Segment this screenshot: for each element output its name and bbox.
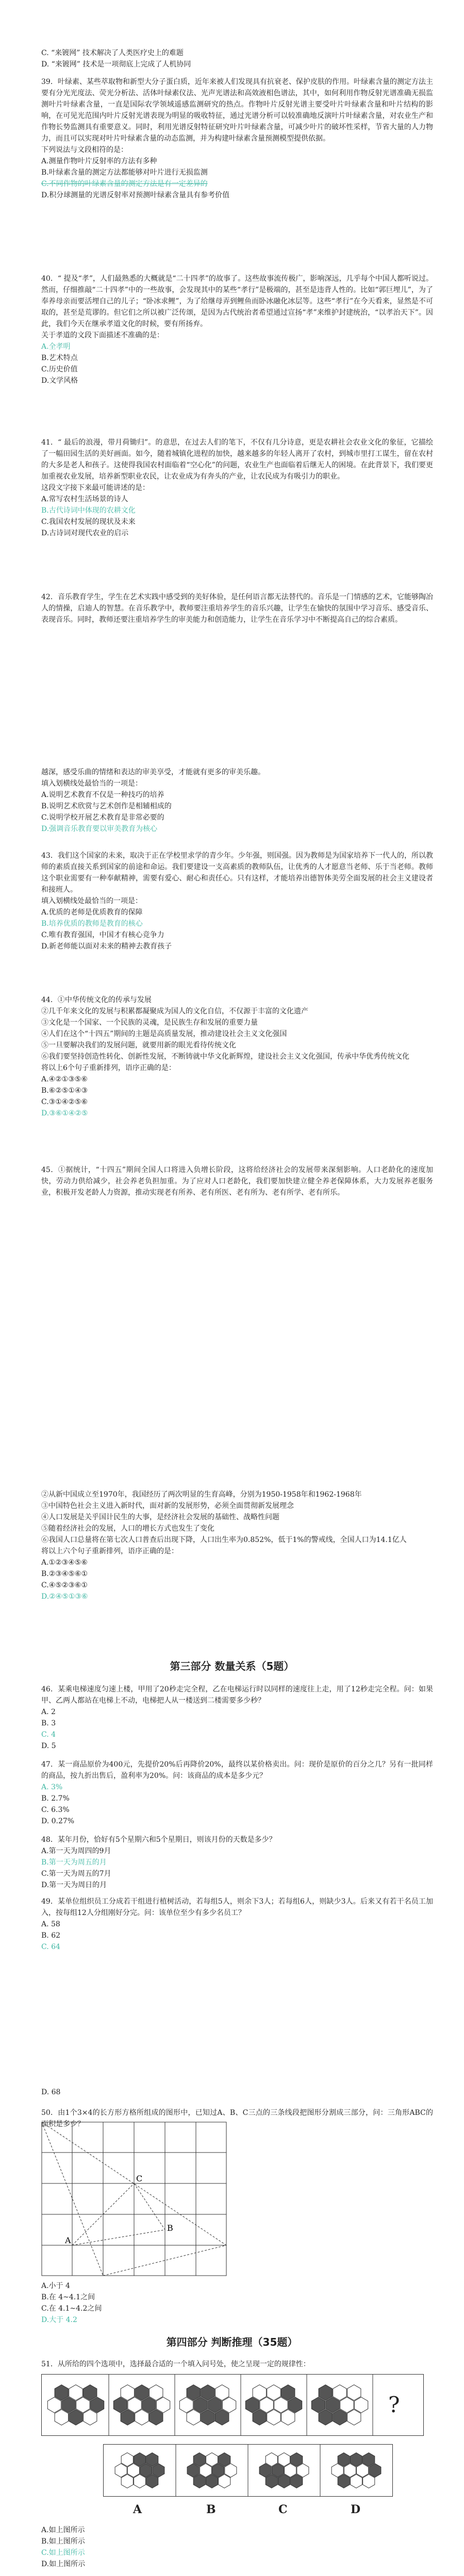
hex-cell — [311, 2397, 325, 2413]
hex-cell — [121, 2475, 133, 2488]
hex-cell — [187, 2385, 200, 2400]
question-stem: 48．某年月份，恰好有5个星期六和5个星期日，则该月份的天数是多少？ — [41, 1836, 276, 1844]
option[interactable]: B.说明艺术欣赏与艺术创作是相辅相成的 — [41, 802, 172, 810]
hex-cell — [193, 2453, 205, 2467]
option[interactable]: A. 58 — [41, 1920, 60, 1928]
hex-cell — [340, 2397, 354, 2413]
question-stem-tail: 越深，感受乐曲的情绪和表达的审美享受，才能就有更多的审美乐趣。 — [41, 768, 265, 776]
question-prompt: 关于孝道的文段下面描述不准确的是： — [41, 331, 164, 340]
option[interactable]: B.培养优质的教师是教育的核心 — [41, 920, 143, 928]
hex-cell — [194, 2397, 207, 2413]
option[interactable]: D.强调音乐教育要以审美教育为核心 — [41, 825, 158, 833]
question-39 — [41, 76, 433, 201]
hex-cell — [146, 2453, 158, 2467]
hex-cell — [347, 2410, 361, 2425]
choices-svg — [104, 2445, 392, 2496]
hex-cell — [326, 2397, 339, 2413]
statement: ③中国特色社会主义进入新时代，面对新的发展形势，必须全面贯彻新发展理念 — [41, 1502, 294, 1510]
hex-cell — [187, 2464, 199, 2478]
option[interactable]: D.大于 4.2 — [41, 2316, 77, 2324]
option[interactable]: B. 3 — [41, 1719, 56, 1727]
option[interactable]: A.④②①③⑤⑥ — [41, 1075, 88, 1083]
option[interactable]: D. “来镀网” 技术是一项彻底上完成了人机协同 — [41, 60, 191, 69]
question-44 — [41, 994, 433, 1119]
figure-choices — [103, 2444, 393, 2497]
option[interactable]: A.①②③④⑤⑥ — [41, 1558, 88, 1567]
hex-cell — [351, 2453, 362, 2467]
option[interactable]: A.常写农村生活场景的诗人 — [41, 495, 128, 503]
question-prompt: 将以上6个句子重新排列，语序正确的是： — [41, 1064, 176, 1072]
option[interactable]: C.④⑤②③⑥① — [41, 1581, 88, 1589]
hex-cell — [281, 2410, 295, 2425]
choice-label-c[interactable]: C — [278, 2503, 288, 2516]
hex-cell — [135, 2410, 148, 2425]
hex-cell — [201, 2385, 214, 2400]
hex-cell — [134, 2453, 146, 2467]
question-prompt: 下列说法与文段相符的是： — [41, 146, 128, 154]
hex-cell — [216, 2410, 229, 2425]
statement: ④人们在这个“十四五”期间的主题是高质量发展，推动建设社会主义文化强国 — [41, 1030, 287, 1038]
question-41 — [41, 437, 433, 539]
hex-cell — [121, 2453, 133, 2467]
sequence-figure-4 — [245, 2385, 302, 2425]
hex-cell — [76, 2397, 90, 2413]
hex-cell — [179, 2397, 193, 2413]
hex-cell — [266, 2475, 277, 2488]
hex-cell — [156, 2397, 170, 2413]
sequence-figure-1 — [47, 2385, 104, 2425]
hex-cell — [297, 2464, 309, 2478]
hex-cell — [278, 2475, 290, 2488]
hex-cell — [84, 2385, 97, 2400]
question-43 — [41, 850, 433, 952]
hex-cell — [135, 2385, 148, 2400]
question-stem: 42．音乐教育学生，学生在艺术实践中感受到的美好体验，是任何语言都无法替代的。音乐是一门情感的艺术，它能够陶冶人的情操，启迪人的智慧。在音乐教学中，教师要注重培养学生的音乐兴趣，让学生在愉快的氛围中学习音乐、感受音乐、表现音乐。同时，教师还要注重培养学生的审美能力和创造能力，让学生在音乐学习中不断提高自己的综合素质。 — [41, 593, 433, 624]
hex-cell — [285, 2464, 296, 2478]
hex-cell — [150, 2385, 163, 2400]
hex-cell — [344, 2464, 356, 2478]
question-42 — [41, 591, 433, 625]
question-mark: ? — [388, 2392, 400, 2417]
question-stem: 49．某单位组织员工分成若干组进行植树活动，若每组5人，则余下3人；若每组6人，则缺少3人。后来又有若干名员工加入，按每组12人分组刚好分完。问：该单位至少有多少名员工？ — [41, 1897, 433, 1917]
option[interactable]: D. 68 — [41, 2088, 61, 2096]
hex-cell — [222, 2397, 236, 2413]
hex-cell — [146, 2475, 158, 2488]
hex-cell — [267, 2410, 280, 2425]
statement: ⑥我国人口总量将在第七次人口普查后出现下降，人口出生率为0.852%，低于1%的警戒线，全国人口为14.1亿人 — [41, 1536, 407, 1544]
question-stem: 50．由1个3×4的长方形方格所组成的图形中，已知过A、B、C三点的三条线段把图形分割成三部分，问：三角形ABC的面积是多少？ — [41, 2109, 433, 2128]
option[interactable]: C.第一天为周五的7月 — [41, 1870, 111, 1878]
point-label-a: A — [65, 2235, 71, 2245]
question-51 — [41, 2359, 433, 2370]
statement: ②从新中国成立至1970年，我国经历了两次明显的生育高峰，分别为1950-1958年和1962-1968年 — [41, 1490, 362, 1499]
hex-cell — [127, 2464, 139, 2478]
option[interactable]: D.文学风格 — [41, 377, 78, 385]
option[interactable]: D.积分球测量的光谱反射率对预测叶绿素含量具有参考价值 — [41, 191, 230, 199]
option[interactable]: C.如上图所示 — [41, 2549, 85, 2557]
sequence-figure-3 — [179, 2385, 236, 2425]
option[interactable]: B. 2.7% — [41, 1794, 70, 1803]
point-label-b: B — [167, 2223, 173, 2233]
hex-cell — [62, 2397, 75, 2413]
question-stem: 46．某乘电梯速度匀速上楼，甲用了20秒走完全程，乙在电梯运行时以同样的速度往上走，用了12秒走完全程。问：如果甲、乙两人都站在电梯上不动，电梯把人从一楼送到二楼需要多少秒？ — [41, 1685, 433, 1705]
option[interactable]: B.⑥②⑤①④③ — [41, 1087, 88, 1095]
option[interactable]: A.说明艺术教育不仅是一种技巧的培养 — [41, 791, 164, 799]
hex-cell — [134, 2475, 146, 2488]
option[interactable]: C. 4 — [41, 1731, 56, 1739]
hex-cell — [333, 2410, 346, 2425]
question-50-options — [41, 2280, 433, 2326]
option[interactable]: C. “来镀网” 技术解决了人类医疗史上的难题 — [41, 49, 184, 57]
option[interactable]: D.②④⑤①③⑥ — [41, 1592, 88, 1601]
hex-cell — [115, 2464, 127, 2478]
sequence-figure-5 — [311, 2385, 368, 2425]
hex-cell — [363, 2453, 375, 2467]
option[interactable]: B.②③④⑤⑥① — [41, 1570, 88, 1578]
question-stem: 47．某一商品原价为400元，先提价20%后再降价20%，最终以某价格卖出。问：现价是原价的百分之几？另有一批同样的商品，按九折出售后，盈利率为20%。问：该商品的成本是多少元？ — [41, 1760, 433, 1780]
option[interactable]: B.第一天为周五的月 — [41, 1858, 107, 1867]
option[interactable]: A. 2 — [41, 1708, 56, 1716]
option[interactable]: D.古诗词对现代农业的启示 — [41, 529, 129, 537]
question-47 — [41, 1759, 433, 1827]
question-stem: 40．“ 提及“孝”，人们最熟悉的大概就是“二十四孝”的故事了。这些故事流传极广，影响深远，几乎每个中国人都听说过。然而，仔细推敲“二十四孝”中的一些故事，会发现其中的某些“孝行”是极端的，甚至是违背人性的。比如“郭巨埋儿”，为了奉养母亲而要活埋自己的儿子；“卧冰求鲤”，为了给继母弄到鲤鱼而卧冰融化冰层等。这些“孝行”在今天看来，显然是不可取的，甚至是荒谬的。但它们之所以被广泛传颂，是因为古代统治者希望通过宣扬“孝”来维护封建统治，“以孝治天下”。因此，我们今天在继承孝道文化的时候，要有所扬弃。 — [41, 275, 433, 328]
hex-cell — [193, 2475, 205, 2488]
sequence-figure-2 — [113, 2385, 170, 2425]
hex-cell — [363, 2475, 375, 2488]
hex-cell — [55, 2410, 68, 2425]
option[interactable]: B.在 4~4.1之间 — [41, 2293, 95, 2301]
option[interactable]: C.不同作物的叶绿素含量的测定方法是有一定差异的 — [41, 180, 208, 188]
section-title-part4: 第四部分 判断推理（35题） — [166, 2336, 298, 2348]
hex-cell — [121, 2385, 134, 2400]
hex-cell — [354, 2397, 368, 2413]
option[interactable]: B. 62 — [41, 1931, 61, 1940]
choice-figure-1 — [115, 2453, 164, 2488]
option[interactable]: A.小于 4 — [41, 2282, 70, 2290]
option[interactable]: C.说明学校开展艺术教育是非常必要的 — [41, 814, 164, 822]
choice-figure-2 — [187, 2453, 237, 2488]
hex-cell — [259, 2464, 271, 2478]
hex-cell — [272, 2464, 284, 2478]
hex-cell — [201, 2410, 214, 2425]
hex-cell — [206, 2453, 218, 2467]
hex-cell — [369, 2464, 381, 2478]
option[interactable]: C.我国农村发展的现状及未来 — [41, 518, 136, 526]
hex-cell — [69, 2410, 82, 2425]
question-stem: 44．①中华传统文化的传承与发展 — [41, 996, 152, 1004]
hex-cell — [347, 2385, 361, 2400]
hex-cell — [351, 2475, 362, 2488]
statement: ③文化是一个国家、一个民族的灵魂，是民族生存和发展的重要力量 — [41, 1019, 258, 1027]
question-40 — [41, 273, 433, 386]
hex-cell — [274, 2397, 288, 2413]
hex-cell — [206, 2475, 218, 2488]
question-48 — [41, 1834, 433, 1891]
question-prompt: 将以上六个句子重新排列，语序正确的是： — [41, 1547, 178, 1555]
hex-cell — [128, 2397, 141, 2413]
option[interactable]: C. 64 — [41, 1943, 60, 1951]
option[interactable]: B.古代诗词中体现的农耕文化 — [41, 506, 136, 515]
hex-cell — [200, 2464, 211, 2478]
statement: ⑥我们要坚持创造性转化、创新性发展，不断铸就中华文化新辉煌，建设社会主义文化强国，传承中华优秀传统文化 — [41, 1053, 409, 1061]
option[interactable]: D. 0.27% — [41, 1817, 75, 1825]
question-stem: 51．从所给的四个选项中，选择最合适的一个填入问号处，使之呈现一定的规律性： — [41, 2360, 310, 2368]
hex-cell — [140, 2464, 152, 2478]
option[interactable]: D.③⑥①④②⑤ — [41, 1109, 88, 1117]
question-51-options — [41, 2524, 433, 2570]
question-49-continued — [41, 2087, 433, 2098]
question-prompt: 填入划横线处最恰当的一项是： — [41, 897, 142, 905]
hex-cell — [216, 2385, 229, 2400]
hex-cell — [333, 2385, 346, 2400]
hex-cell — [338, 2453, 350, 2467]
section-title-part3: 第三部分 数量关系（5题） — [170, 1660, 294, 1672]
option[interactable]: B.艺术特点 — [41, 354, 78, 362]
option[interactable]: C.唯有教育强国，中国才有核心竞争力 — [41, 931, 164, 939]
statement: ⑤随着经济社会的发展，人口的增长方式也发生了变化 — [41, 1524, 214, 1533]
option[interactable]: A.优质的老师是优质教育的保障 — [41, 908, 143, 917]
grid-figure — [41, 2122, 227, 2276]
hex-cell — [281, 2385, 295, 2400]
choice-label-d[interactable]: D — [351, 2503, 361, 2516]
hex-cell — [47, 2397, 61, 2413]
question-stem: 41．“ 最后的浪漫，带月荷锄归”。的意思，在过去人们的笔下，不仅有几分诗意，更是农耕社会农业文化的象征，它描绘了一幅田园生活的美好画面。如今，随着城镇化进程的加快，越来越多的年轻人离开了农村，到城市里打工谋生，留在农村的大多是老人和孩子。这使得我国农村面临着“空心化”的问题，农业生产也面临着后继无人的困境。在此背景下，我们要更加重视农业发展，培养新型职业农民，让农业成为有奔头的产业，让农民成为有吸引力的职业。 — [41, 438, 433, 481]
option[interactable]: A.如上图所示 — [41, 2526, 85, 2534]
choice-label-b[interactable]: B — [206, 2503, 216, 2516]
question-stem: 43．我们这个国家的未来，取决于正在学校里求学的青少年。少年强，则国强。因为教师是为国家培养下一代人的，所以教师的素质直接关系到国家的前途和命运。我们要建设一支高素质的教师队伍，让优秀的人才愿意当老师、乐于当老师。教师这个职业需要有一种奉献精神，需要有爱心、耐心和责任心。只有这样，才能培养出德智体美劳全面发展的社会主义建设者和接班人。 — [41, 852, 433, 894]
hex-cell — [267, 2385, 280, 2400]
hex-cell — [332, 2464, 343, 2478]
option[interactable]: A.测量作物叶片反射率的方法有多种 — [41, 157, 157, 165]
question-38-tail — [41, 47, 433, 70]
hex-cell — [69, 2385, 82, 2400]
figure-sequence — [41, 2374, 424, 2436]
option[interactable]: D.第一天为周日的月 — [41, 1881, 107, 1889]
hex-cell — [291, 2475, 303, 2488]
option[interactable]: D.如上图所示 — [41, 2560, 86, 2568]
option[interactable]: A.全孝明 — [41, 343, 71, 351]
grid-lines — [42, 2122, 226, 2276]
hex-cell — [90, 2397, 104, 2413]
statement: ②几千年来文化的发展与积累都凝聚成为国人的文化自信，不仅源于丰富的文化遗产 — [41, 1007, 308, 1015]
option[interactable]: B.如上图所示 — [41, 2537, 85, 2546]
hex-cell — [121, 2410, 134, 2425]
hex-cell — [319, 2385, 332, 2400]
option[interactable]: D.新老师能以面对未来的精神去教育孩子 — [41, 942, 172, 951]
hex-cell — [84, 2410, 97, 2425]
option[interactable]: C.③①④②⑤⑥ — [41, 1098, 88, 1106]
hex-cell — [291, 2453, 303, 2467]
question-46 — [41, 1684, 433, 1752]
question-prompt: 填入划横线处最恰当的一项是： — [41, 779, 142, 788]
option[interactable]: C.历史价值 — [41, 365, 78, 374]
hex-cell — [245, 2397, 259, 2413]
hex-cell — [319, 2410, 332, 2425]
hex-cell — [142, 2397, 156, 2413]
option[interactable]: A.第一天为周四的9月 — [41, 1847, 111, 1855]
choice-label-a[interactable]: A — [133, 2503, 142, 2516]
hex-cell — [113, 2397, 127, 2413]
question-49 — [41, 1896, 433, 1953]
hex-cell — [55, 2385, 68, 2400]
question-45 — [41, 1164, 433, 1198]
hex-cell — [219, 2453, 230, 2467]
hex-cell — [208, 2397, 222, 2413]
hex-cell — [153, 2464, 164, 2478]
statement: ⑤一旦要解决我们的发展问题，就要用新的眼光看待传统文化 — [41, 1041, 236, 1049]
hex-cell — [150, 2410, 163, 2425]
hex-cell — [260, 2397, 273, 2413]
hex-cell — [219, 2475, 230, 2488]
option[interactable]: C. 6.3% — [41, 1806, 70, 1814]
hex-cell — [288, 2397, 302, 2413]
option[interactable]: C.在 4.1~4.2之间 — [41, 2304, 102, 2313]
hex-cell — [187, 2410, 200, 2425]
hex-cell — [225, 2464, 237, 2478]
hex-cell — [278, 2453, 290, 2467]
hex-cell — [357, 2464, 369, 2478]
sequence-svg — [42, 2375, 423, 2435]
choice-figure-4 — [332, 2453, 381, 2488]
question-45-continued — [41, 1489, 433, 1602]
hex-cell — [253, 2385, 266, 2400]
option[interactable]: B.叶绿素含量的测定方法都能够对叶片进行无损监测 — [41, 168, 208, 177]
point-label-c: C — [136, 2174, 143, 2183]
option[interactable]: A. 3% — [41, 1783, 63, 1791]
statement: ④人口发展是关乎国计民生的大事，是经济社会发展的基础性、战略性问题 — [41, 1513, 279, 1521]
question-42-continued — [41, 767, 433, 835]
hex-cell — [266, 2453, 277, 2467]
hex-cell — [338, 2475, 350, 2488]
option[interactable]: D. 5 — [41, 1742, 56, 1750]
question-stem: 39．叶绿素、某些萃取物和新型大分子蛋白质，近年来被人们发现具有抗衰老、保护皮肤的作用。叶绿素含量的测定方法主要有分光光度法、荧光分析法、活体叶绿素仪法、光声光谱法和高效液相色谱法，其中，如何利用作物反射光谱准确无损监测叶片叶绿素含量，一直是国际农学领域遥感监测研究的热点。作物叶片反射光谱主要受叶片叶绿素含量和叶片结构的影响，在可见光范围内叶片反射光谱表现为明显的吸收特征，通过光谱分析可以较准确地反演叶片叶绿素含量，对农业生产和作物长势监测具有重要意义。同时，利用光谱反射特征研究叶片叶绿素含量，可减少叶片的破坏性采样，节省大量的人力物力，而且可以实现对叶片叶绿素含量的动态监测，并为构建叶绿素含量预测模型提供依据。 — [41, 78, 433, 143]
question-prompt: 这段文字接下来最可能讲述的是： — [41, 484, 150, 492]
question-stem: 45．①据统计，“十四五”期间全国人口将进入负增长阶段，这将给经济社会的发展带来深刻影响。人口老龄化的速度加快，劳动力供给减少，社会养老负担加重。为了应对人口老龄化，我们要加快建立健全养老保障体系，大力发展养老服务业，积极开发老龄人力资源，推动实现老有所养、老有所医、老有所为、老有所学、老有所乐。 — [41, 1166, 433, 1197]
choice-figure-3 — [259, 2453, 309, 2488]
hex-cell — [212, 2464, 224, 2478]
hex-cell — [253, 2410, 266, 2425]
